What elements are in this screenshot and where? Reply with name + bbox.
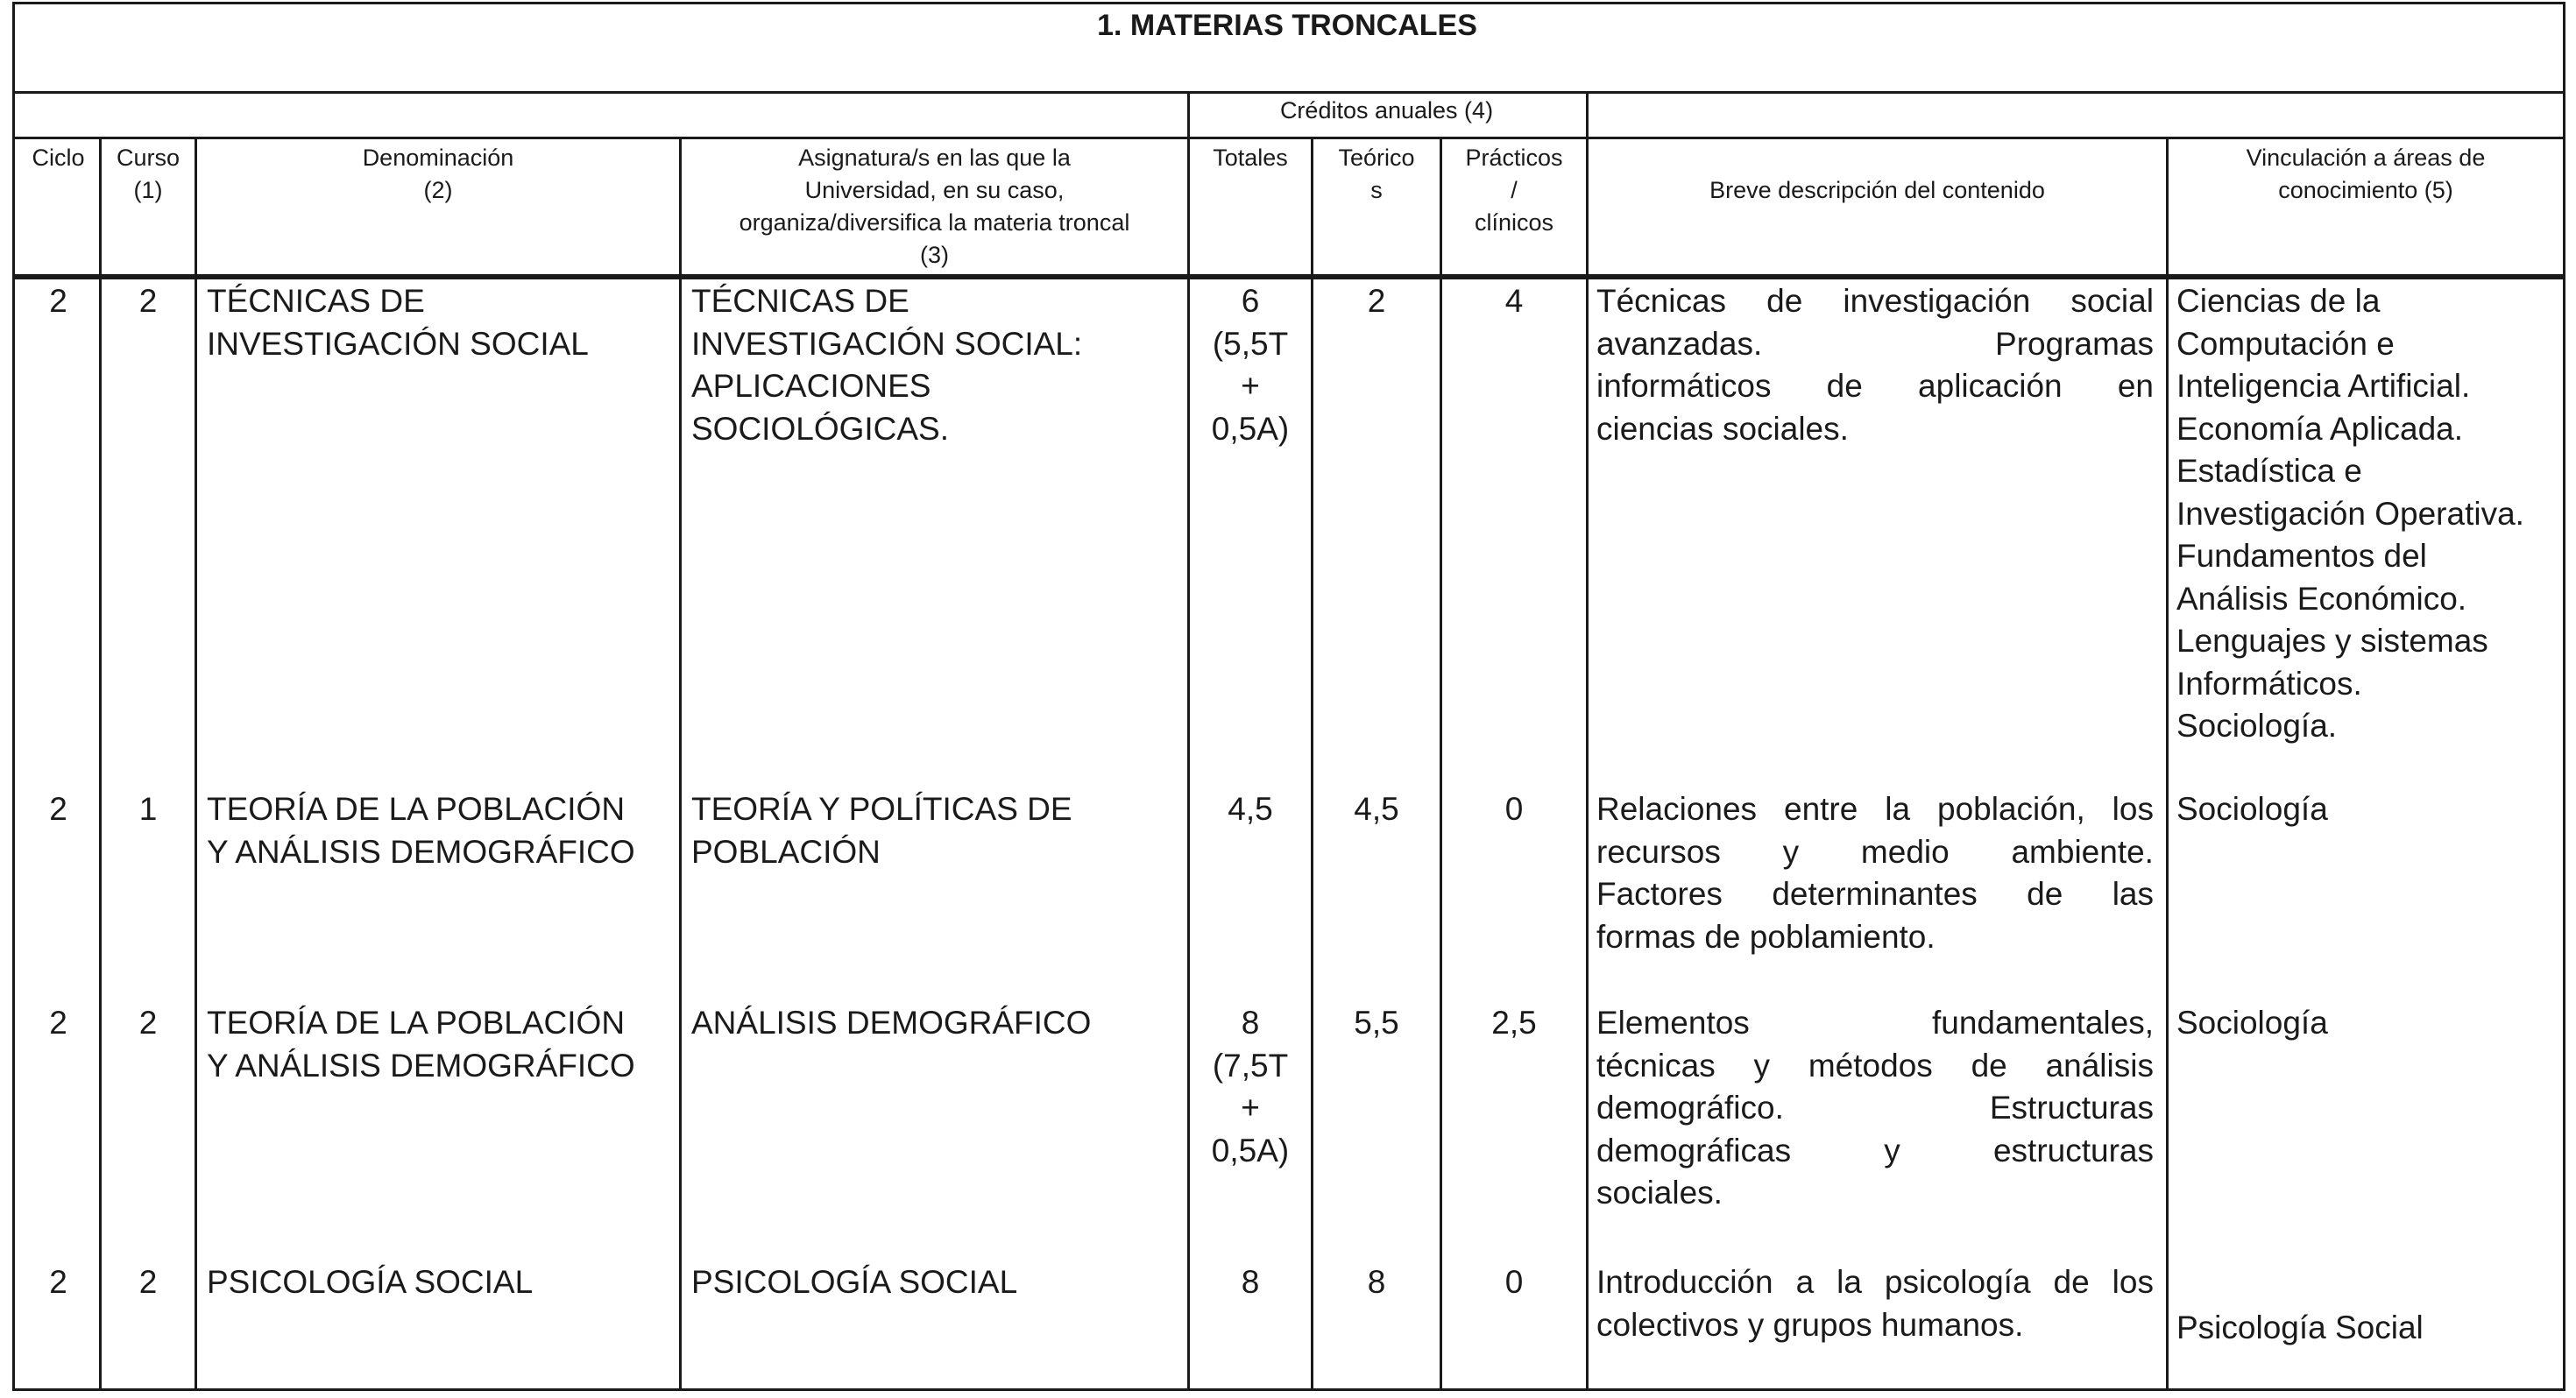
asignatura-cell: PSICOLOGÍA SOCIAL (691, 1264, 1018, 1300)
descripcion-line (1596, 365, 2154, 408)
descripcion-word: Técnicas (1596, 283, 1727, 319)
asignatura-cell: INVESTIGACIÓN SOCIAL: (691, 325, 1083, 362)
descripcion-word: recursos (1596, 833, 1721, 870)
asignatura-cell: APLICACIONES (691, 368, 931, 404)
header-curso: Curso (116, 145, 180, 171)
totales-cell: + (1241, 1090, 1260, 1126)
descripcion-word: ciencias sociales. (1596, 410, 1849, 447)
teoricos-cell: 2 (1367, 283, 1386, 319)
descripcion-word: las (2112, 876, 2154, 912)
asignatura-cell: TÉCNICAS DE (691, 283, 909, 319)
descripcion-word: y (1753, 1047, 1771, 1084)
descripcion-word: aplicación (1918, 368, 2063, 404)
denominacion-cell: TÉCNICAS DE (207, 283, 425, 319)
ciclo-cell: 2 (49, 791, 67, 827)
denominacion-cell: Y ANÁLISIS DEMOGRÁFICO (207, 833, 635, 870)
descripcion-line (1596, 1304, 2154, 1347)
descripcion-word: Programas (1995, 325, 2154, 362)
header-curso: (1) (133, 177, 163, 203)
descripcion-word: análisis (2045, 1047, 2154, 1084)
teoricos-cell: 5,5 (1354, 1005, 1399, 1041)
descripcion-word: demográfico. (1596, 1090, 1784, 1126)
header-vinculacion: Vinculación a áreas de (2246, 145, 2486, 171)
totales-cell: (5,5T (1212, 325, 1289, 362)
title-rule (12, 91, 2565, 94)
header-practicos: Prácticos (1465, 145, 1563, 171)
descripcion-word: la (1836, 1264, 1862, 1300)
descripcion-word: técnicas (1596, 1047, 1716, 1084)
curso-cell: 1 (138, 791, 158, 827)
denominacion-cell: INVESTIGACIÓN SOCIAL (207, 325, 589, 362)
curso-cell: 2 (138, 1264, 158, 1300)
vinculacion-cell: Inteligencia Artificial. (2176, 368, 2471, 404)
totales-cell: 0,5A) (1211, 410, 1290, 447)
practicos-cell: 4 (1504, 283, 1524, 319)
denominacion-cell: TEORÍA DE LA POBLACIÓN (207, 791, 626, 827)
header-ciclo: Ciclo (32, 145, 85, 171)
header-practicos: / (1511, 177, 1518, 203)
curso-cell: 2 (138, 283, 158, 319)
asignatura-cell: ANÁLISIS DEMOGRÁFICO (691, 1005, 1092, 1041)
descripcion-word: de (2053, 1264, 2090, 1300)
column-rule (1440, 137, 1442, 1388)
descripcion-word: los (2112, 1264, 2154, 1300)
descripcion-line (1596, 323, 2154, 366)
column-rule (195, 137, 197, 1388)
header-totales: Totales (1213, 145, 1288, 171)
header-asignatura: Universidad, en su caso, (804, 177, 1065, 203)
vinculacion-cell: Investigación Operativa. (2176, 495, 2524, 532)
denominacion-cell: PSICOLOGÍA SOCIAL (207, 1264, 534, 1300)
vinculacion-cell: Economía Aplicada. (2176, 410, 2464, 447)
curso-cell: 2 (138, 1005, 158, 1041)
vinculacion-cell: Lenguajes y sistemas (2176, 623, 2488, 659)
header-asignatura: organiza/diversifica la materia troncal (739, 209, 1130, 236)
vinculacion-cell: Computación e (2176, 325, 2395, 362)
asignatura-cell: SOCIOLÓGICAS. (691, 410, 950, 447)
descripcion-line (1596, 1172, 2154, 1215)
descripcion-word: Relaciones (1596, 791, 1758, 827)
practicos-cell: 0 (1504, 791, 1524, 827)
descripcion-word: sociales. (1596, 1175, 1723, 1211)
vinculacion-cell: Sociología (2176, 791, 2328, 827)
descripcion-line (1596, 280, 2154, 323)
denominacion-cell: Y ANÁLISIS DEMOGRÁFICO (207, 1047, 635, 1084)
descripcion-word: determinantes (1772, 876, 1978, 912)
left-border (12, 2, 15, 1388)
teoricos-cell: 4,5 (1354, 791, 1399, 827)
practicos-cell: 2,5 (1491, 1005, 1537, 1041)
header-teoricos: s (1370, 177, 1383, 203)
descripcion-word: investigación (1843, 283, 2031, 319)
header-teoricos: Teórico (1338, 145, 1415, 171)
descripcion-word: psicología (1884, 1264, 2031, 1300)
column-rule (1311, 137, 1313, 1388)
totales-cell: 8 (1241, 1005, 1260, 1041)
descripcion-line (1596, 1087, 2154, 1130)
descripcion-word: métodos (1808, 1047, 1933, 1084)
descripcion-word: demográficas (1596, 1132, 1792, 1169)
descripcion-line (1596, 408, 2154, 451)
totales-cell: 4,5 (1228, 791, 1273, 827)
header-denominacion: Denominación (362, 145, 514, 171)
right-border (2563, 2, 2565, 1388)
descripcion-word: la (1885, 791, 1911, 827)
ciclo-cell: 2 (49, 1005, 67, 1041)
descripcion-line (1596, 1002, 2154, 1045)
vinculacion-cell: Informáticos. (2176, 665, 2362, 702)
descripcion-word: y (1884, 1132, 1900, 1169)
vinculacion-cell: Sociología (2176, 1005, 2328, 1041)
practicos-cell: 0 (1504, 1264, 1524, 1300)
descripcion-line (1596, 916, 2154, 959)
header-asignatura: Asignatura/s en las que la (798, 145, 1071, 171)
vinculacion-cell: Sociología. (2176, 708, 2338, 744)
totales-cell: 0,5A) (1211, 1132, 1290, 1169)
totales-cell: 8 (1241, 1264, 1260, 1300)
creditos-header: Créditos anuales (4) (1279, 97, 1494, 124)
vinculacion-cell: Ciencias de la (2176, 283, 2381, 319)
descripcion-word: de (1971, 1047, 2007, 1084)
header-descripcion: Breve descripción del contenido (1709, 177, 2045, 203)
descripcion-word: informáticos (1596, 368, 1772, 404)
column-rule (2166, 137, 2169, 1388)
descripcion-word: Estructuras (1989, 1090, 2154, 1126)
descripcion-line (1596, 873, 2154, 916)
header-denominacion: (2) (423, 177, 453, 203)
descripcion-line (1596, 831, 2154, 874)
descripcion-line (1596, 788, 2154, 831)
top-border (12, 2, 2565, 4)
creditos-rule (1187, 137, 1586, 139)
descripcion-word: Elementos (1596, 1005, 1750, 1041)
header-vinculacion: conocimiento (5) (2278, 177, 2453, 203)
descripcion-word: de (1826, 368, 1863, 404)
descripcion-word: entre (1784, 791, 1858, 827)
descripcion-line (1596, 1130, 2154, 1173)
header-bottom-rule-2 (12, 277, 2565, 279)
vinculacion-cell: Análisis Económico. (2176, 580, 2467, 617)
descripcion-word: fundamentales, (1931, 1005, 2154, 1041)
descripcion-line (1596, 1045, 2154, 1088)
header-asignatura: (3) (920, 242, 949, 268)
vinculacion-cell: Fundamentos del (2176, 538, 2427, 574)
ciclo-cell: 2 (49, 1264, 67, 1300)
descripcion-word: ambiente. (2011, 833, 2154, 870)
descripcion-word: y (1782, 833, 1800, 870)
totales-cell: (7,5T (1212, 1047, 1289, 1084)
descripcion-word: social (2070, 283, 2154, 319)
descripcion-word: de (1766, 283, 1803, 319)
bottom-border (12, 1388, 2565, 1391)
asignatura-cell: POBLACIÓN (691, 833, 881, 870)
column-rule-descripcion (1586, 91, 1589, 1388)
column-rule (99, 137, 102, 1388)
vinculacion-cell: Estadística e (2176, 453, 2362, 489)
descripcion-line (1596, 1261, 2154, 1304)
descripcion-word: colectivos y grupos humanos. (1596, 1306, 2024, 1343)
descripcion-word: Factores (1596, 876, 1723, 912)
totales-cell: + (1241, 368, 1260, 404)
descripcion-word: población, (1937, 791, 2085, 827)
descripcion-word: Introducción (1596, 1264, 1773, 1300)
header-practicos: clínicos (1474, 209, 1554, 236)
descripcion-word: a (1795, 1264, 1815, 1300)
asignatura-cell: TEORÍA Y POLÍTICAS DE (691, 791, 1072, 827)
denominacion-cell: TEORÍA DE LA POBLACIÓN (207, 1005, 626, 1041)
descripcion-word: de (2027, 876, 2063, 912)
vinculacion-cell: Psicología Social (2176, 1310, 2424, 1345)
document-title: 1. MATERIAS TRONCALES (1097, 9, 1477, 42)
totales-cell: 6 (1241, 283, 1260, 319)
descripcion-word: los (2112, 791, 2154, 827)
column-rule (679, 137, 682, 1388)
teoricos-cell: 8 (1367, 1264, 1386, 1300)
descripcion-word: estructuras (1992, 1132, 2154, 1169)
descripcion-word: formas de poblamiento. (1596, 918, 1936, 955)
descripcion-word: avanzadas. (1596, 325, 1763, 362)
descripcion-word: en (2117, 368, 2154, 404)
descripcion-word: medio (1860, 833, 1950, 870)
ciclo-cell: 2 (49, 283, 67, 319)
